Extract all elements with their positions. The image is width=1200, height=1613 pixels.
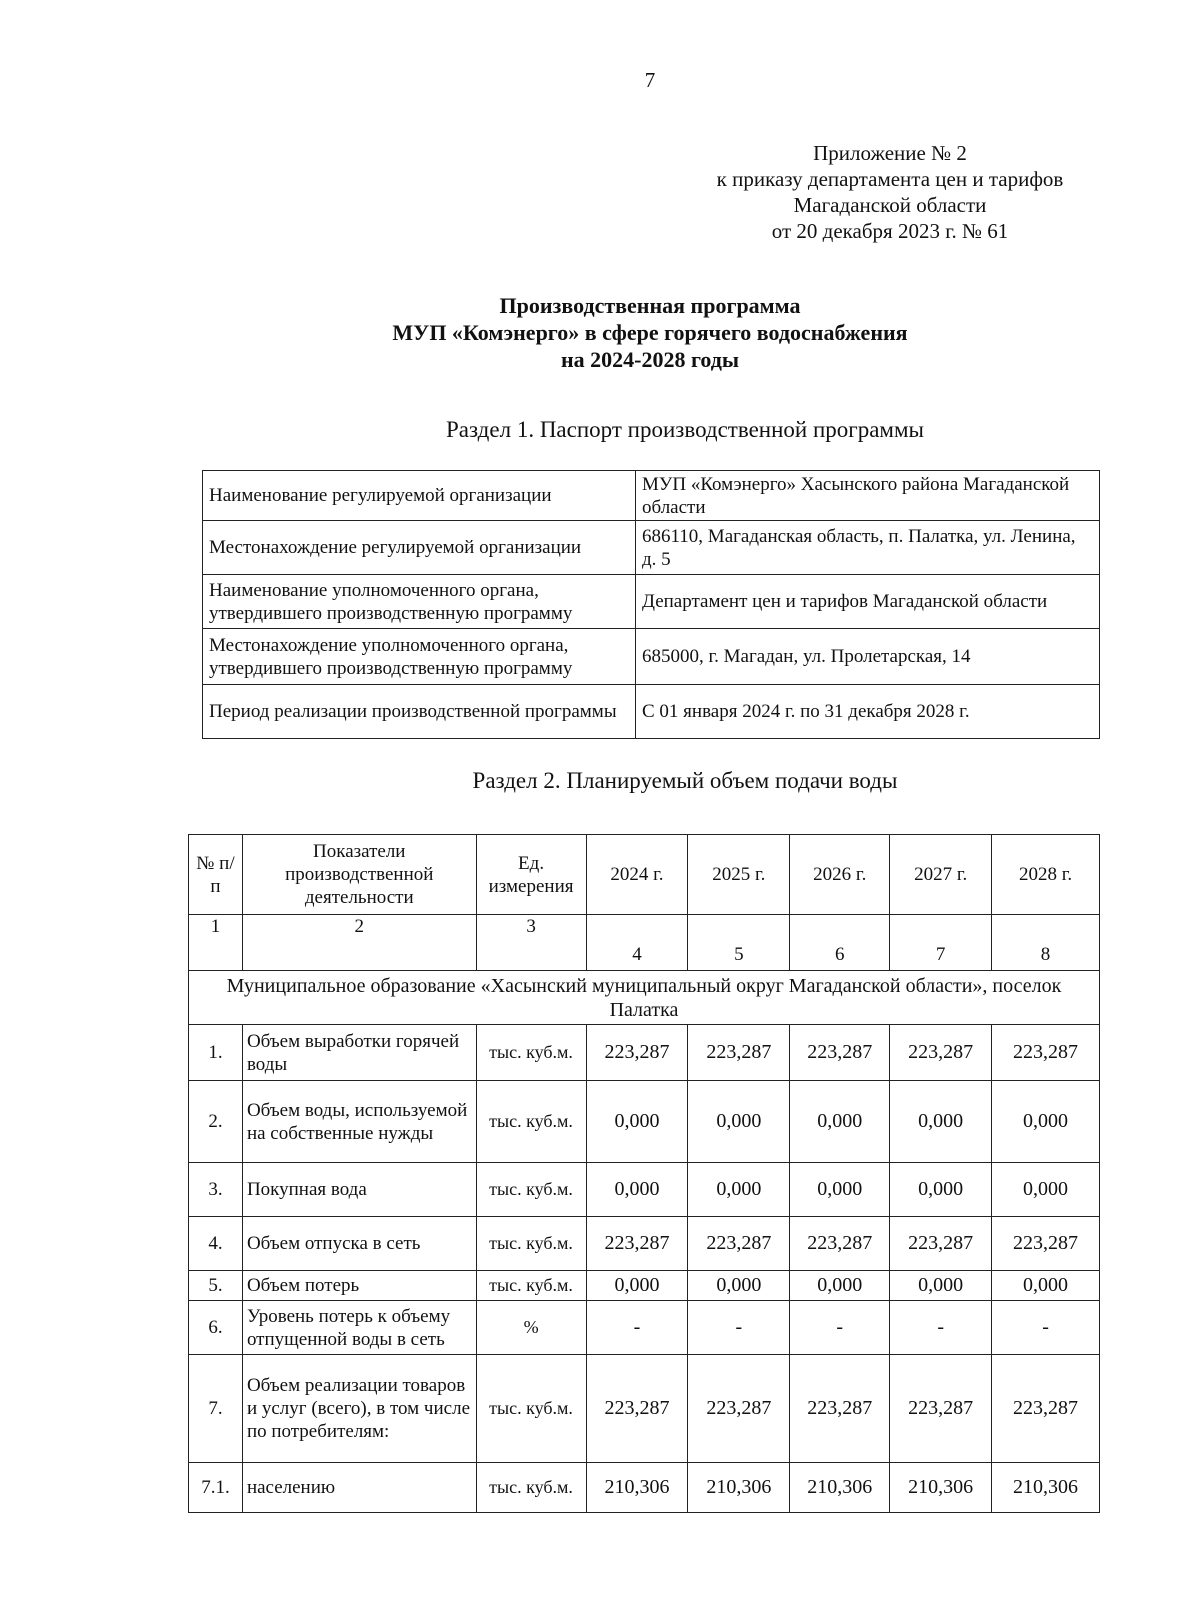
value-cell: 223,287 [890,1217,992,1271]
indicator-name: Объем потерь [242,1271,476,1301]
row-number: 6. [189,1301,243,1355]
value-cell: 223,287 [688,1025,790,1081]
indicator-name: Объем выработки горячей воды [242,1025,476,1081]
passport-row [203,575,1100,629]
value-cell: 0,000 [790,1163,890,1217]
table-row [189,1163,1100,1217]
appendix-line: Приложение № 2 [813,141,967,165]
appendix-line: Магаданской области [793,193,987,217]
row-number: 4. [189,1217,243,1271]
value-cell: 0,000 [992,1163,1100,1217]
value-cell: 0,000 [890,1271,992,1301]
unit-cell: тыс. куб.м. [476,1271,586,1301]
value-cell: 223,287 [992,1355,1100,1463]
appendix-block [690,140,1090,244]
document-title [250,292,1050,373]
column-number: 3 [476,915,586,971]
row-number: 5. [189,1271,243,1301]
passport-row [203,685,1100,739]
value-cell: 0,000 [688,1163,790,1217]
header-cell: Показатели производственной деятельности [242,835,476,915]
value-cell: 210,306 [688,1463,790,1513]
indicator-name: Уровень потерь к объему отпущенной воды в сеть [242,1301,476,1355]
header-cell: 2027 г. [890,835,992,915]
passport-key: Наименование регулируемой организации [203,471,636,521]
value-cell: 223,287 [586,1217,688,1271]
row-number: 3. [189,1163,243,1217]
unit-cell: % [476,1301,586,1355]
value-cell: 223,287 [790,1217,890,1271]
column-number: 8 [992,915,1100,971]
section1-heading: Раздел 1. Паспорт производственной программы [446,417,924,442]
unit-cell: тыс. куб.м. [476,1025,586,1081]
passport-value: С 01 января 2024 г. по 31 декабря 2028 г. [636,685,1100,739]
value-cell: 210,306 [586,1463,688,1513]
indicator-name: Объем реализации товаров и услуг (всего), в том числе по потребителям: [242,1355,476,1463]
unit-cell: тыс. куб.м. [476,1463,586,1513]
passport-row [203,521,1100,575]
value-cell: - [688,1301,790,1355]
header-cell: 2024 г. [586,835,688,915]
column-number-row [189,915,1100,971]
value-cell: 223,287 [688,1355,790,1463]
header-cell: 2028 г. [992,835,1100,915]
value-cell: 0,000 [992,1081,1100,1163]
indicator-name: Объем воды, используемой на собственные нужды [242,1081,476,1163]
value-cell: 0,000 [790,1271,890,1301]
value-cell: 0,000 [586,1163,688,1217]
unit-cell: тыс. куб.м. [476,1217,586,1271]
row-number: 7.1. [189,1463,243,1513]
unit-cell: тыс. куб.м. [476,1081,586,1163]
value-cell: - [992,1301,1100,1355]
unit-cell: тыс. куб.м. [476,1163,586,1217]
header-cell: № п/п [189,835,243,915]
value-cell: 223,287 [992,1217,1100,1271]
passport-row [203,471,1100,521]
header-cell: Ед. измерения [476,835,586,915]
indicator-name: Объем отпуска в сеть [242,1217,476,1271]
column-number: 5 [688,915,790,971]
title-line: МУП «Комэнерго» в сфере горячего водоснабжения [392,320,908,345]
value-cell: 0,000 [790,1081,890,1163]
table-row [189,1217,1100,1271]
value-cell: 0,000 [688,1271,790,1301]
section2-heading: Раздел 2. Планируемый объем подачи воды [472,768,898,793]
value-cell: 223,287 [586,1025,688,1081]
value-cell: 223,287 [790,1025,890,1081]
table-row [189,1301,1100,1355]
column-number: 1 [189,915,243,971]
indicator-name: Покупная вода [242,1163,476,1217]
column-number: 6 [790,915,890,971]
passport-value: 686110, Магаданская область, п. Палатка, ул. Ленина, д. 5 [636,521,1100,575]
value-cell: - [790,1301,890,1355]
table-row [189,1081,1100,1163]
value-cell: 223,287 [790,1355,890,1463]
value-cell: 0,000 [586,1081,688,1163]
passport-row [203,629,1100,685]
appendix-line: от 20 декабря 2023 г. № 61 [771,219,1009,243]
value-cell: 0,000 [890,1081,992,1163]
value-cell: - [890,1301,992,1355]
row-number: 2. [189,1081,243,1163]
passport-value: Департамент цен и тарифов Магаданской области [636,575,1100,629]
column-number: 4 [586,915,688,971]
value-cell: 223,287 [890,1355,992,1463]
indicator-name: населению [242,1463,476,1513]
passport-table [202,470,1100,739]
passport-key: Местонахождение уполномоченного органа, утвердившего производственную программу [203,629,636,685]
table-row [189,1025,1100,1081]
municipality-row [189,971,1100,1025]
appendix-line: к приказу департамента цен и тарифов [716,167,1064,191]
value-cell: 223,287 [890,1025,992,1081]
municipality-name: Муниципальное образование «Хасынский муниципальный округ Магаданской области», поселок Палатка [189,971,1100,1025]
table-row [189,1463,1100,1513]
table-row [189,1355,1100,1463]
value-cell: 0,000 [890,1163,992,1217]
value-cell: - [586,1301,688,1355]
passport-value: МУП «Комэнерго» Хасынского района Магаданской области [636,471,1100,521]
header-cell: 2025 г. [688,835,790,915]
water-volume-table [188,834,1100,1513]
title-line: Производственная программа [499,293,801,318]
passport-key: Наименование уполномоченного органа, утвердившего производственную программу [203,575,636,629]
passport-key: Период реализации производственной программы [203,685,636,739]
value-cell: 210,306 [790,1463,890,1513]
value-cell: 223,287 [688,1217,790,1271]
unit-cell: тыс. куб.м. [476,1355,586,1463]
column-number: 7 [890,915,992,971]
value-cell: 0,000 [586,1271,688,1301]
row-number: 7. [189,1355,243,1463]
row-number: 1. [189,1025,243,1081]
header-cell: 2026 г. [790,835,890,915]
table-row [189,1271,1100,1301]
value-cell: 0,000 [992,1271,1100,1301]
page-number: 7 [644,68,656,92]
value-cell: 210,306 [992,1463,1100,1513]
value-cell: 223,287 [992,1025,1100,1081]
column-number: 2 [242,915,476,971]
value-cell: 210,306 [890,1463,992,1513]
value-cell: 0,000 [688,1081,790,1163]
passport-key: Местонахождение регулируемой организации [203,521,636,575]
header-row [189,835,1100,915]
value-cell: 223,287 [586,1355,688,1463]
passport-value: 685000, г. Магадан, ул. Пролетарская, 14 [636,629,1100,685]
title-line: на 2024-2028 годы [560,347,740,372]
